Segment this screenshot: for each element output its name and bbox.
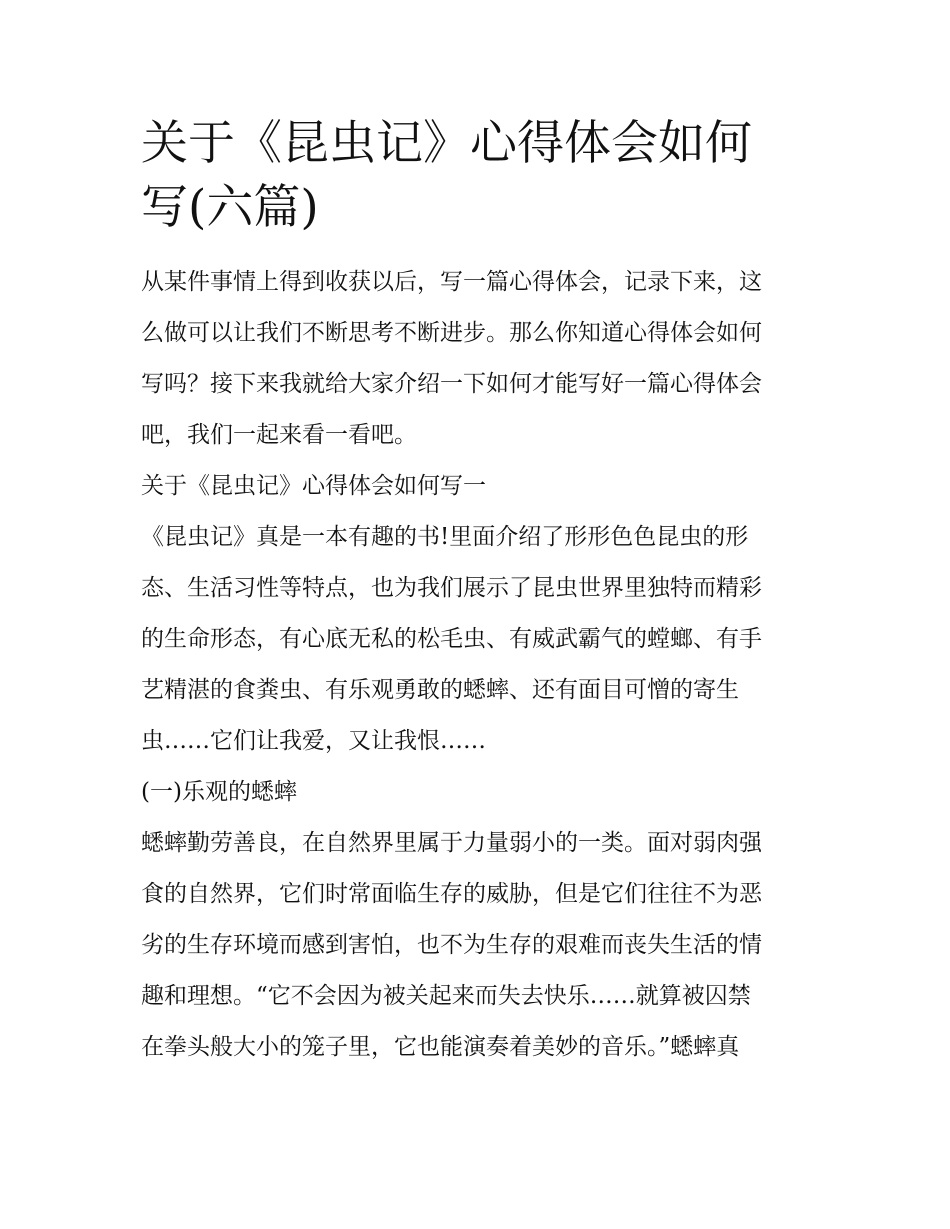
body-paragraph-1 [141, 512, 817, 767]
sub-heading [141, 767, 817, 818]
text-line: 吧，我们一起来看一看吧。 [141, 422, 417, 448]
text-line: 劣的生存环境而感到害怕，也不为生存的艰难而丧失生活的情 [141, 932, 762, 958]
body-paragraph-2 [141, 818, 817, 1073]
text-line: 从某件事情上得到收获以后，写一篇心得体会，记录下来，这 [141, 269, 762, 295]
text-line: 《昆虫记》真是一本有趣的书!里面介绍了形形色色昆虫的形 [141, 524, 749, 550]
section-heading [141, 461, 817, 512]
text-line: 写吗？接下来我就给大家介绍一下如何才能写好一篇心得体会 [141, 371, 762, 397]
text-line: 蟋蟀勤劳善良，在自然界里属于力量弱小的一类。面对弱肉强 [141, 830, 762, 856]
title-line: 关于《昆虫记》心得体会如何 [141, 116, 752, 171]
text-line: 么做可以让我们不断思考不断进步。那么你知道心得体会如何 [141, 320, 762, 346]
text-line: 态、生活习性等特点，也为我们展示了昆虫世界里独特而精彩 [141, 575, 762, 601]
document-page [141, 112, 817, 1073]
text-line: 的生命形态，有心底无私的松毛虫、有威武霸气的螳螂、有手 [141, 626, 762, 652]
section-heading-text: 关于《昆虫记》心得体会如何写一 [141, 473, 486, 499]
text-line: 趣和理想。“它不会因为被关起来而失去快乐……就算被囚禁 [141, 983, 751, 1009]
sub-heading-text: (一)乐观的蟋蟀 [141, 779, 297, 805]
document-title [141, 112, 817, 240]
title-line: 写(六篇) [141, 180, 319, 235]
text-line: 艺精湛的食粪虫、有乐观勇敢的蟋蟀、还有面目可憎的寄生 [141, 677, 739, 703]
text-line: 食的自然界，它们时常面临生存的威胁，但是它们往往不为恶 [141, 881, 762, 907]
intro-paragraph [141, 257, 817, 461]
text-line: 虫……它们让我爱，又让我恨…… [141, 728, 486, 754]
text-line: 在拳头般大小的笼子里，它也能演奏着美妙的音乐。”蟋蟀真 [141, 1034, 740, 1060]
